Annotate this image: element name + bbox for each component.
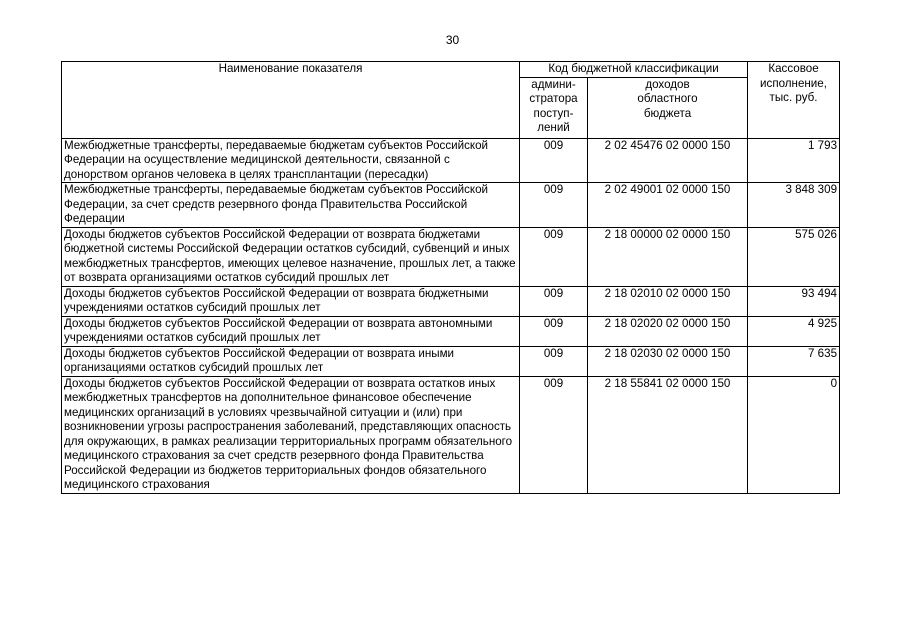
row-amount-cell: 4 925 <box>748 316 840 346</box>
row-admin-cell: 009 <box>520 183 588 228</box>
row-code-cell: 2 18 00000 02 0000 150 <box>588 227 748 286</box>
row-amount-cell: 93 494 <box>748 286 840 316</box>
row-name-cell: Межбюджетные трансферты, передаваемые бюджетам субъектов Российской Федерации, за счет средств резервного фонда Правительства Российской Федерации <box>62 183 520 228</box>
table-row <box>62 286 840 316</box>
table-row <box>62 316 840 346</box>
header-indicator-name: Наименование показателя <box>62 62 520 139</box>
row-code-cell: 2 02 49001 02 0000 150 <box>588 183 748 228</box>
page-number: 30 <box>445 33 460 47</box>
header-administrator: админи- стратора поступ- лений <box>520 77 588 138</box>
header-regional-budget-revenues: доходов областного бюджета <box>588 77 748 138</box>
header-budget-classification-code: Код бюджетной классификации <box>520 62 748 78</box>
row-admin-cell: 009 <box>520 346 588 376</box>
row-name-cell: Доходы бюджетов субъектов Российской Федерации от возврата остатков иных межбюджетных трансфертов на дополнительное финансовое обеспечение медицинских организаций в условиях чрезвычайной ситуации и (или) при возникновении угрозы распространения заболеваний, представляющих опасность для окружающих, в рамках реализации территориальных программ обязательного медицинского страхования за счет средств резервного фонда Правительства Российской Федерации из бюджетов территориальных фондов обязательного медицинского страхования <box>62 376 520 493</box>
header-row-group <box>62 62 840 78</box>
row-code-cell: 2 02 45476 02 0000 150 <box>588 138 748 183</box>
row-amount-cell: 3 848 309 <box>748 183 840 228</box>
table-row <box>62 138 840 183</box>
row-amount-cell: 1 793 <box>748 138 840 183</box>
row-amount-cell: 575 026 <box>748 227 840 286</box>
header-cash-execution: Кассовое исполнение, тыс. руб. <box>748 62 840 139</box>
row-name-cell: Доходы бюджетов субъектов Российской Федерации от возврата автономными учреждениями остатков субсидий прошлых лет <box>62 316 520 346</box>
table-row <box>62 346 840 376</box>
budget-revenue-table <box>61 61 840 494</box>
row-name-cell: Межбюджетные трансферты, передаваемые бюджетам субъектов Российской Федерации на осуществление медицинской деятельности, связанной с донорством органов человека в целях трансплантации (пересадки) <box>62 138 520 183</box>
row-code-cell: 2 18 02010 02 0000 150 <box>588 286 748 316</box>
row-code-cell: 2 18 55841 02 0000 150 <box>588 376 748 493</box>
table-row <box>62 183 840 228</box>
row-name-cell: Доходы бюджетов субъектов Российской Федерации от возврата бюджетными учреждениями остатков субсидий прошлых лет <box>62 286 520 316</box>
row-admin-cell: 009 <box>520 376 588 493</box>
table-row <box>62 376 840 493</box>
row-amount-cell: 0 <box>748 376 840 493</box>
row-code-cell: 2 18 02030 02 0000 150 <box>588 346 748 376</box>
row-name-cell: Доходы бюджетов субъектов Российской Федерации от возврата иными организациями остатков субсидий прошлых лет <box>62 346 520 376</box>
table-row <box>62 227 840 286</box>
row-admin-cell: 009 <box>520 286 588 316</box>
row-admin-cell: 009 <box>520 227 588 286</box>
row-admin-cell: 009 <box>520 316 588 346</box>
row-code-cell: 2 18 02020 02 0000 150 <box>588 316 748 346</box>
row-admin-cell: 009 <box>520 138 588 183</box>
row-name-cell: Доходы бюджетов субъектов Российской Федерации от возврата бюджетами бюджетной системы Российской Федерации остатков субсидий, субвенций и иных межбюджетных трансфертов, имеющих целевое назначение, прошлых лет, а также от возврата организациями остатков субсидий прошлых лет <box>62 227 520 286</box>
row-amount-cell: 7 635 <box>748 346 840 376</box>
table-body <box>62 138 840 493</box>
